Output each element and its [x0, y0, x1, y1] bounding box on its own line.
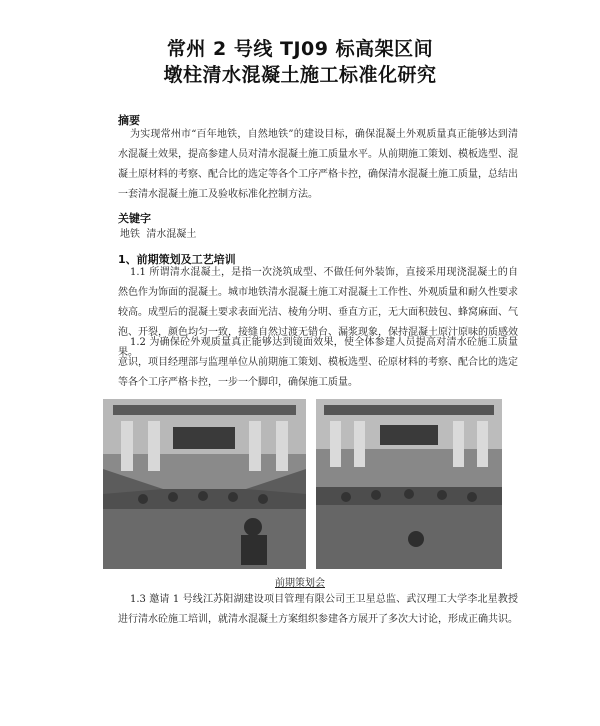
section1-paragraph-2: 1.2 为确保砼外观质量真正能够达到镜面效果，使全体参建人员提高对清水砼施工质量意识，项目经理部与监理单位从前期施工策划、模板选型、砼原材料的考察、配合比的选定等各个工序严格卡控，一步一个脚印，确保施工质量。 [118, 337, 518, 388]
keywords-heading: 关键字 [118, 212, 151, 225]
meeting-photo-left [103, 399, 306, 569]
meeting-photo-right [316, 399, 502, 569]
section1-heading: 1、前期策划及工艺培训 [118, 253, 236, 266]
keywords-text: 地铁 清水混凝土 [120, 229, 197, 240]
section1-paragraph-1: 1.1 所谓清水混凝土，是指一次浇筑成型、不做任何外装饰，直接采用现浇混凝土的自然色作为饰面的混凝土。城市地铁清水混凝土施工对混凝土工作性、外观质量和耐久性要求较高。成型后的混凝土要求表面光洁、棱角分明、垂直方正，无大面积鼓包、蜂窝麻面、气泡、开裂，颜色均匀一致，接缝自然过渡无错台、漏浆现象，保持混凝土原汁原味的质感效果。 [118, 267, 518, 358]
abstract-heading: 摘要 [118, 114, 140, 127]
abstract-text: 为实现常州市“百年地铁，自然地铁”的建设目标，确保混凝土外观质量真正能够达到清水混凝土效果，提高参建人员对清水混凝土施工质量水平。从前期施工策划、模板选型、混凝土原材料的考察、配合比的选定等各个工序严格卡控，确保清水混凝土施工质量，总结出一套清水混凝土施工及验收标准化控制方法。 [118, 129, 518, 200]
photo-caption: 前期策划会 [275, 578, 325, 589]
doc-title-line2: 墩柱清水混凝土施工标准化研究 [163, 64, 437, 86]
meeting-photo-icon [103, 399, 306, 569]
section1-paragraph-3: 1.3 邀请 1 号线江苏阳湖建设项目管理有限公司王卫星总监、武汉理工大学李北星教授进行清水砼施工培训，就清水混凝土方案组织参建各方展开了多次大讨论，形成正确共识。 [118, 594, 518, 625]
doc-title-line1: 常州 2 号线 TJ09 标高架区间 [166, 38, 434, 60]
meeting-photo-icon [316, 399, 502, 569]
